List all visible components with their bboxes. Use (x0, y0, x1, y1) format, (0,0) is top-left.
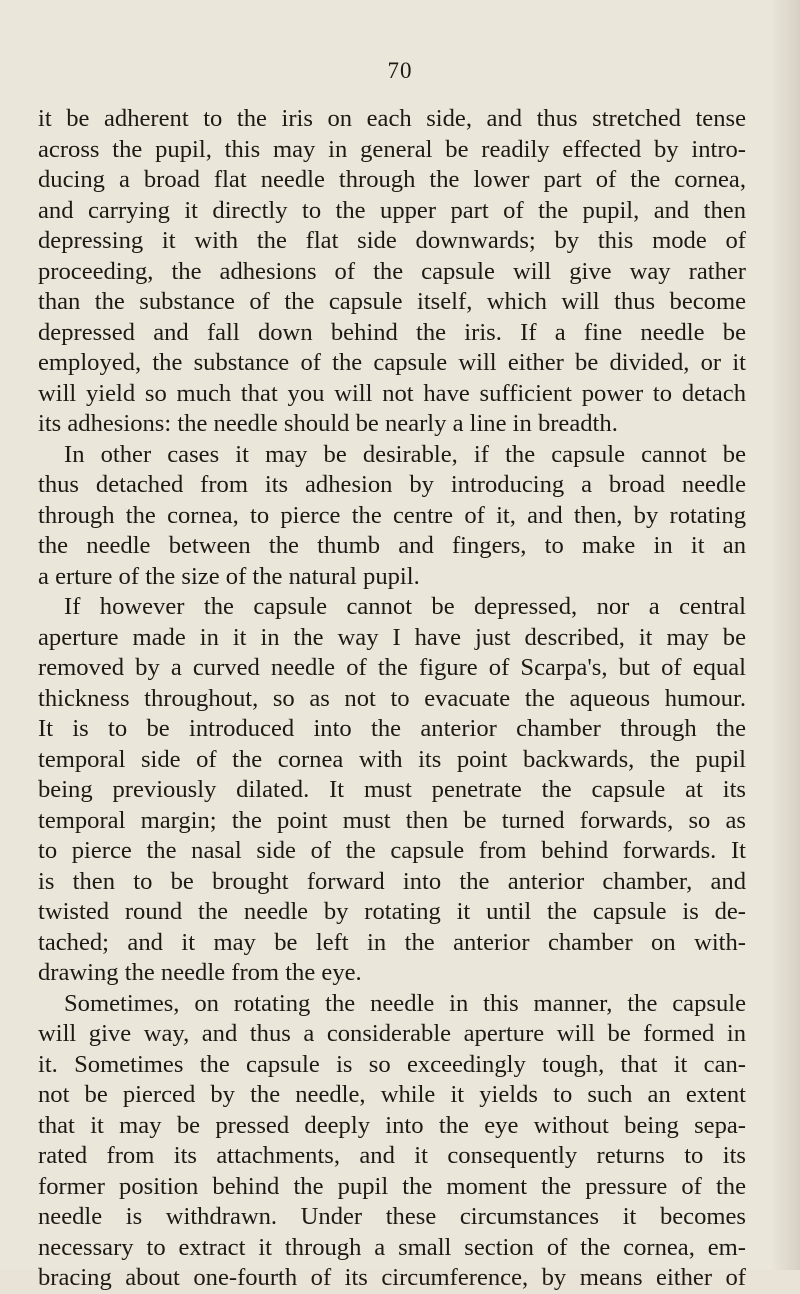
text-line: depressing it with the flat side downwards; by this mode of (38, 227, 746, 254)
text-line: will give way, and thus a considerable aperture will be formed in (38, 1020, 746, 1047)
text-line: not be pierced by the needle, while it yields to such an extent (38, 1081, 746, 1108)
text-line: twisted round the needle by rotating it until the capsule is de- (38, 898, 746, 925)
text-line: rated from its attachments, and it consequently returns to its (38, 1142, 746, 1169)
text-line: former position behind the pupil the moment the pressure of the (38, 1172, 746, 1200)
text-line: thus detached from its adhesion by introducing a broad needle (38, 471, 746, 498)
page-edge-shadow (770, 0, 800, 1270)
text-line: If however the capsule cannot be depressed, nor a central (64, 593, 746, 620)
text-line: needle is withdrawn. Under these circumstances it becomes (38, 1203, 746, 1230)
text-line: drawing the needle from the eye. (38, 959, 362, 986)
text-line: it be adherent to the iris on each side, and thus stretched tense (38, 105, 746, 132)
text-line: removed by a curved needle of the figure of Scarpa's, but of equal (38, 654, 746, 681)
text-line: ducing a broad flat needle through the lower part of the cornea, (38, 166, 746, 193)
text-line: its adhesions: the needle should be nearly a line in breadth. (38, 410, 618, 437)
body-text (38, 104, 746, 1294)
text-line: a erture of the size of the natural pupil. (38, 562, 420, 590)
text-line: is then to be brought forward into the anterior chamber, and (38, 867, 746, 895)
text-line: aperture made in it in the way I have just described, it may be (38, 623, 746, 651)
text-line: thickness throughout, so as not to evacuate the aqueous humour. (38, 684, 746, 712)
text-line: depressed and fall down behind the iris. If a fine needle be (38, 318, 746, 346)
text-line: to pierce the nasal side of the capsule from behind forwards. It (38, 837, 746, 864)
text-line: temporal side of the cornea with its point backwards, the pupil (38, 745, 746, 773)
text-line: it. Sometimes the capsule is so exceedingly tough, that it can- (38, 1050, 746, 1078)
text-line: will yield so much that you will not have sufficient power to detach (38, 379, 746, 407)
text-line: across the pupil, this may in general be readily effected by intro- (38, 135, 746, 163)
text-line: bracing about one-fourth of its circumference, by means either of (38, 1264, 746, 1291)
text-line: proceeding, the adhesions of the capsule will give way rather (38, 257, 746, 285)
text-line: that it may be pressed deeply into the eye without being sepa- (38, 1111, 746, 1139)
text-line: tached; and it may be left in the anterior chamber on with- (38, 928, 746, 956)
text-line: being previously dilated. It must penetrate the capsule at its (38, 776, 746, 803)
text-line: than the substance of the capsule itself, which will thus become (38, 288, 746, 315)
text-line: It is to be introduced into the anterior chamber through the (38, 715, 746, 742)
page-number: 70 (387, 58, 413, 83)
text-line: the needle between the thumb and fingers, to make in it an (38, 532, 746, 559)
text-line: through the cornea, to pierce the centre of it, and then, by rotating (38, 501, 746, 529)
text-line: and carrying it directly to the upper part of the pupil, and then (38, 196, 746, 224)
text-line: Sometimes, on rotating the needle in this manner, the capsule (64, 989, 746, 1017)
text-line: necessary to extract it through a small section of the cornea, em- (38, 1233, 746, 1261)
text-line: In other cases it may be desirable, if the capsule cannot be (64, 440, 746, 468)
text-line: employed, the substance of the capsule will either be divided, or it (38, 349, 746, 376)
text-line: temporal margin; the point must then be turned forwards, so as (38, 806, 746, 834)
